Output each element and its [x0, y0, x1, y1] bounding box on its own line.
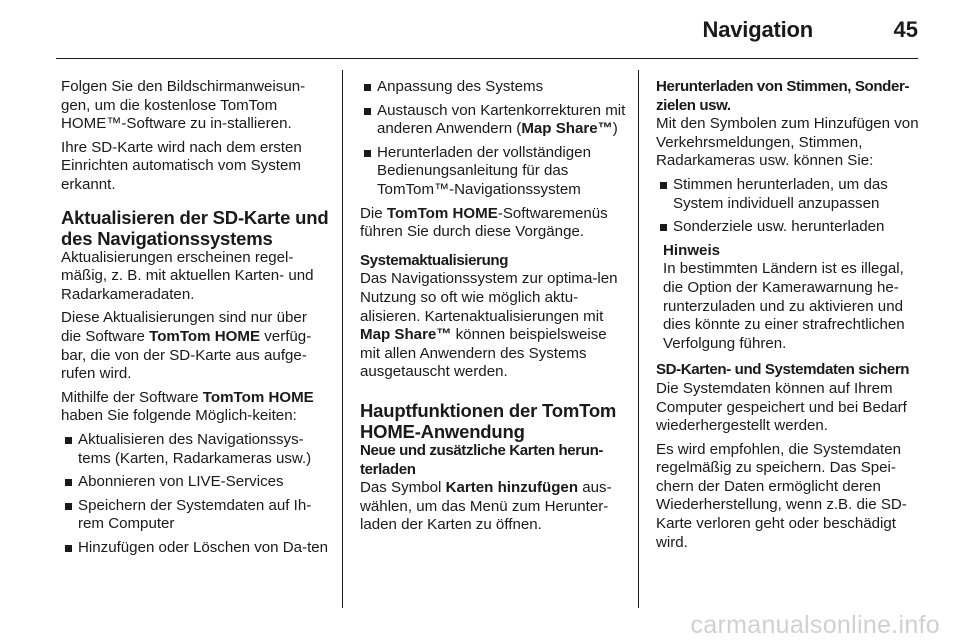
emphasis-tomtom-home: TomTom HOME — [386, 204, 498, 222]
note-box — [656, 242, 926, 354]
list-item: Speichern der Systemdaten auf Ih-rem Computer — [61, 497, 329, 534]
page-number: 45 — [893, 17, 918, 42]
paragraph: Das Symbol Karten hinzufügen aus-wählen, um das Menü zum Herunter-laden der Karten zu öffnen. — [360, 479, 612, 534]
subheading-download-voices: Herunterladen von Stimmen, Sonder-zielen usw. — [656, 78, 910, 114]
emphasis-map-share: Map Share™ — [360, 326, 452, 344]
list-item: Stimmen herunterladen, um das System individuell anzupassen — [656, 176, 926, 213]
column-2 — [360, 78, 628, 540]
emphasis-tomtom-home: TomTom HOME — [202, 388, 314, 406]
note-text: In bestimmten Ländern ist es illegal, die Option der Kamerawarnung he-runterzuladen und zu aktivieren und dies könnte zu einer strafrechtlichen Verfolgung führen. — [663, 260, 905, 352]
paragraph: Es wird empfohlen, die Systemdaten regelmäßig zu speichern. Das Spei-chern der Daten ermöglicht deren Wiederherstellung, wenn z.B. die SD-Karte verloren geht oder beschädigt wird. — [656, 440, 907, 551]
square-bullet-icon — [660, 182, 667, 189]
paragraph: Die TomTom HOME-Softwaremenüs führen Sie durch diese Vorgänge. — [360, 204, 608, 241]
emphasis-add-maps: Karten hinzufügen — [445, 479, 579, 497]
feature-list-continued — [360, 78, 628, 200]
list-item: Herunterladen der vollständigen Bedienungsanleitung für das TomTom™-Navigationssystem — [360, 144, 628, 200]
section-heading-update: Aktualisieren der SD-Karte und des Navigationssystems — [61, 206, 329, 249]
emphasis-map-share: Map Share™ — [521, 120, 613, 138]
list-item: Austausch von Kartenkorrekturen mit anderen Anwendern (Map Share™) — [360, 102, 628, 139]
header-divider — [56, 58, 918, 59]
paragraph: Das Navigationssystem zur optima-len Nutzung so oft wie möglich aktu-alisieren. Kartenaktualisierungen mit Map Share™ können beispielsweise mit allen Anwendern des Systems ausgetauscht werden. — [360, 270, 618, 381]
column-divider-1 — [342, 70, 343, 608]
square-bullet-icon — [65, 479, 72, 486]
paragraph: Folgen Sie den Bildschirmanweisun-gen, um die kostenlose TomTom HOME™-Software zu in-stallieren. — [61, 78, 306, 133]
paragraph: Mithilfe der Software TomTom HOME haben Sie folgende Möglich-keiten: — [61, 388, 314, 425]
list-item: Hinzufügen oder Löschen von Da-ten — [61, 539, 329, 558]
column-1 — [61, 78, 329, 562]
square-bullet-icon — [364, 84, 371, 91]
square-bullet-icon — [364, 150, 371, 157]
paragraph: Aktualisierungen erscheinen regel-mäßig, z. B. mit aktuellen Karten- und Radarkameradaten. — [61, 248, 314, 303]
page-title: Navigation — [702, 17, 813, 42]
square-bullet-icon — [660, 224, 667, 231]
paragraph: Die Systemdaten können auf Ihrem Computer gespeichert und bei Bedarf wiederhergestellt werden. — [656, 379, 907, 435]
column-3 — [656, 78, 926, 557]
emphasis-tomtom-home: TomTom HOME — [149, 327, 261, 345]
list-item: Abonnieren von LIVE-Services — [61, 473, 329, 492]
feature-list — [61, 431, 329, 558]
paragraph: Mit den Symbolen zum Hinzufügen von Verkehrsmeldungen, Stimmen, Radarkameras usw. können Sie: — [656, 115, 919, 170]
subheading-backup: SD-Karten- und Systemdaten sichern — [656, 361, 910, 379]
square-bullet-icon — [65, 503, 72, 510]
download-list — [656, 176, 926, 237]
paragraph: Diese Aktualisierungen sind nur über die Software TomTom HOME verfüg-bar, die von der SD-Karte aus aufge-rufen wird. — [61, 309, 312, 383]
paragraph: Ihre SD-Karte wird nach dem ersten Einrichten automatisch vom System erkannt. — [61, 138, 302, 193]
section-heading-main-functions: Hauptfunktionen der TomTom HOME-Anwendung — [360, 399, 617, 442]
square-bullet-icon — [364, 108, 371, 115]
list-item: Aktualisieren des Navigationssys-tems (Karten, Radarkameras usw.) — [61, 431, 329, 468]
list-item: Anpassung des Systems — [360, 78, 628, 97]
square-bullet-icon — [65, 545, 72, 552]
list-item: Sonderziele usw. herunterladen — [656, 218, 926, 237]
subheading-system-update: Systemaktualisierung — [360, 251, 509, 269]
watermark: carmanualsonline.info — [690, 611, 940, 639]
column-divider-2 — [638, 70, 639, 608]
note-title: Hinweis — [663, 241, 721, 259]
subheading-download-maps: Neue und zusätzliche Karten herun-terladen — [360, 441, 604, 478]
square-bullet-icon — [65, 437, 72, 444]
